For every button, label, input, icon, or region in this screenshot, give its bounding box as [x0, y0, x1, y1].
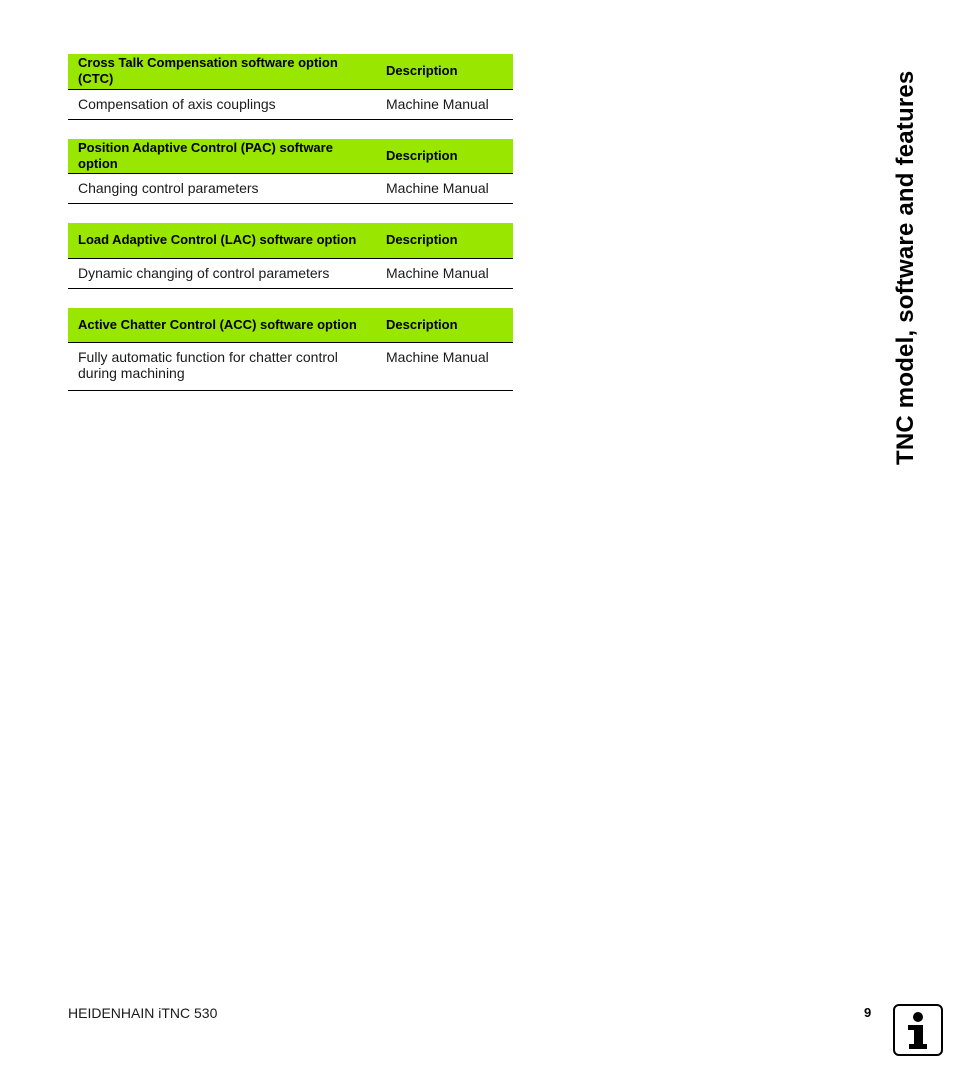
lac-option-table	[68, 223, 513, 289]
table-cell-reference: Machine Manual	[377, 174, 513, 204]
table-cell-reference: Machine Manual	[377, 343, 513, 391]
table-header-row	[68, 308, 513, 343]
table-header-description: Description	[377, 139, 513, 174]
table-header-description: Description	[377, 54, 513, 89]
option-tables	[68, 54, 513, 410]
table-header-option: Position Adaptive Control (PAC) software option	[68, 139, 377, 174]
table-header-row	[68, 139, 513, 174]
footer-product-name: HEIDENHAIN iTNC 530	[68, 1005, 218, 1021]
table-header-description: Description	[377, 223, 513, 258]
info-icon	[893, 1004, 943, 1056]
table-header-row	[68, 54, 513, 89]
table-row	[68, 174, 513, 204]
table-cell-function: Dynamic changing of control parameters	[68, 258, 377, 288]
table-cell-reference: Machine Manual	[377, 258, 513, 288]
table-row	[68, 343, 513, 391]
table-cell-function: Fully automatic function for chatter control during machining	[68, 343, 377, 391]
page-number: 9	[864, 1005, 872, 1020]
table-row	[68, 258, 513, 288]
table-header-row	[68, 223, 513, 258]
acc-option-table	[68, 308, 513, 392]
pac-option-table	[68, 139, 513, 205]
chapter-side-title: TNC model, software and features	[892, 70, 919, 465]
table-header-description: Description	[377, 308, 513, 343]
table-cell-function: Compensation of axis couplings	[68, 89, 377, 119]
table-header-option: Cross Talk Compensation software option (CTC)	[68, 54, 377, 89]
ctc-option-table	[68, 54, 513, 120]
table-header-option: Load Adaptive Control (LAC) software option	[68, 223, 377, 258]
table-row	[68, 89, 513, 119]
table-header-option: Active Chatter Control (ACC) software option	[68, 308, 377, 343]
table-cell-function: Changing control parameters	[68, 174, 377, 204]
table-cell-reference: Machine Manual	[377, 89, 513, 119]
